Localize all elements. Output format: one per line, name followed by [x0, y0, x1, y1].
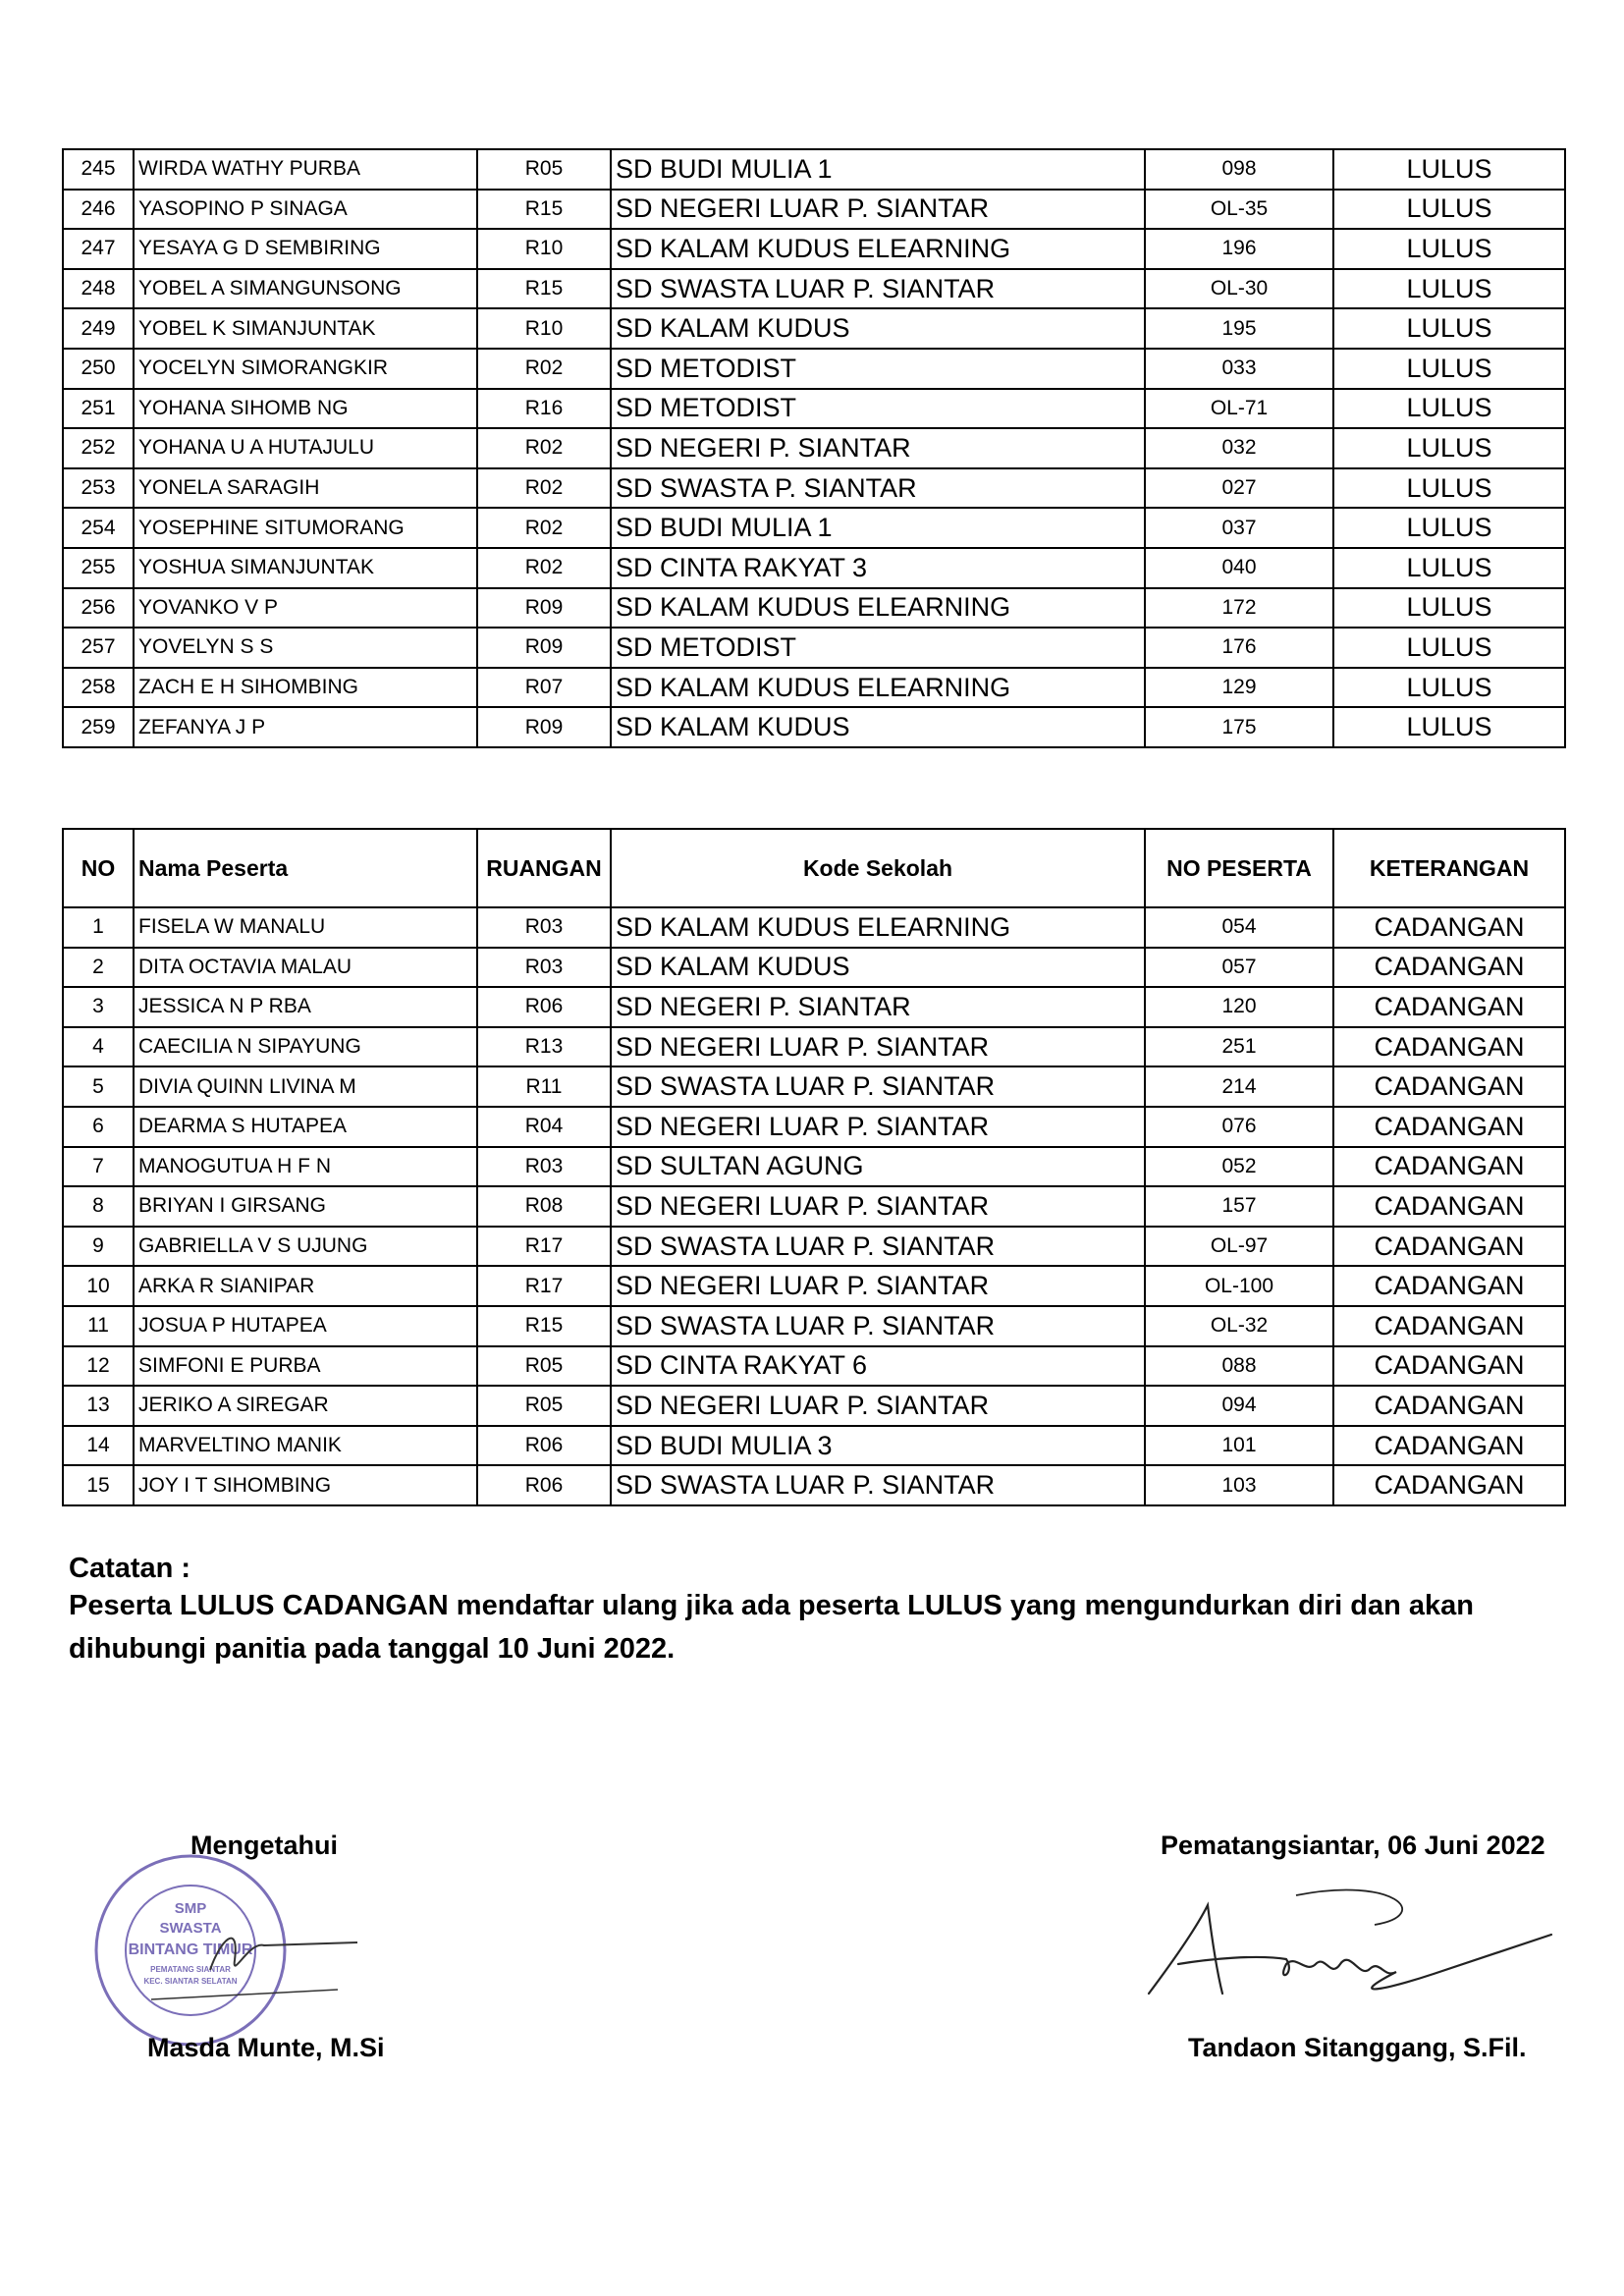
- cell-no: 4: [63, 1027, 134, 1067]
- cell-keterangan: LULUS: [1333, 428, 1565, 468]
- cell-room: R04: [477, 1107, 611, 1147]
- cell-room: R06: [477, 1465, 611, 1505]
- cell-no: 5: [63, 1066, 134, 1107]
- cell-name: WIRDA WATHY PURBA: [134, 149, 477, 190]
- header-room: RUANGAN: [477, 829, 611, 907]
- cell-keterangan: LULUS: [1333, 308, 1565, 349]
- table-row: [63, 1266, 1565, 1306]
- cell-name: YONELA SARAGIH: [134, 468, 477, 509]
- cell-no-peserta: 172: [1145, 588, 1333, 629]
- cell-no-peserta: 157: [1145, 1186, 1333, 1227]
- cell-name: MARVELTINO MANIK: [134, 1426, 477, 1466]
- cell-school: SD SWASTA LUAR P. SIANTAR: [611, 1465, 1145, 1505]
- cell-name: YOHANA U A HUTAJULU: [134, 428, 477, 468]
- table-row: [63, 308, 1565, 349]
- header-keterangan: KETERANGAN: [1333, 829, 1565, 907]
- signature-left-name: Masda Munte, M.Si: [147, 2033, 385, 2062]
- cell-school: SD NEGERI LUAR P. SIANTAR: [611, 1027, 1145, 1067]
- table-row: [63, 1465, 1565, 1505]
- cell-school: SD METODIST: [611, 389, 1145, 429]
- table-row: [63, 1346, 1565, 1387]
- cell-keterangan: LULUS: [1333, 628, 1565, 668]
- cell-school: SD NEGERI LUAR P. SIANTAR: [611, 1266, 1145, 1306]
- signature-right-name: Tandaon Sitanggang, S.Fil.: [1188, 2033, 1527, 2062]
- cell-keterangan: CADANGAN: [1333, 1227, 1565, 1267]
- cell-name: BRIYAN I GIRSANG: [134, 1186, 477, 1227]
- cell-keterangan: LULUS: [1333, 588, 1565, 629]
- table-row: [63, 1147, 1565, 1187]
- cell-no-peserta: 088: [1145, 1346, 1333, 1387]
- cell-school: SD KALAM KUDUS: [611, 707, 1145, 747]
- cell-room: R16: [477, 389, 611, 429]
- cell-name: YOSHUA SIMANJUNTAK: [134, 548, 477, 588]
- table-row: [63, 1426, 1565, 1466]
- cell-name: GABRIELLA V S UJUNG: [134, 1227, 477, 1267]
- cell-school: SD NEGERI P. SIANTAR: [611, 987, 1145, 1027]
- cell-room: R17: [477, 1227, 611, 1267]
- cell-school: SD NEGERI P. SIANTAR: [611, 428, 1145, 468]
- stamp-line-5: KEC. SIANTAR SELATAN: [143, 1977, 238, 1986]
- cell-no-peserta: 076: [1145, 1107, 1333, 1147]
- cell-room: R15: [477, 190, 611, 230]
- table-row: [63, 1027, 1565, 1067]
- cell-keterangan: CADANGAN: [1333, 948, 1565, 988]
- cell-no: 249: [63, 308, 134, 349]
- table-row: [63, 1386, 1565, 1426]
- cadangan-table: [62, 828, 1566, 1506]
- cell-name: JOY I T SIHOMBING: [134, 1465, 477, 1505]
- cell-room: R15: [477, 269, 611, 309]
- cell-keterangan: LULUS: [1333, 668, 1565, 708]
- lulus-table-body: [63, 149, 1565, 747]
- cell-school: SD SWASTA LUAR P. SIANTAR: [611, 1306, 1145, 1346]
- cell-room: R13: [477, 1027, 611, 1067]
- cell-no: 12: [63, 1346, 134, 1387]
- cell-name: ARKA R SIANIPAR: [134, 1266, 477, 1306]
- cell-no-peserta: OL-97: [1145, 1227, 1333, 1267]
- cell-keterangan: LULUS: [1333, 349, 1565, 389]
- table-row: [63, 508, 1565, 548]
- cell-name: JESSICA N P RBA: [134, 987, 477, 1027]
- cell-no: 255: [63, 548, 134, 588]
- cell-name: ZACH E H SIHOMBING: [134, 668, 477, 708]
- cell-name: SIMFONI E PURBA: [134, 1346, 477, 1387]
- cell-name: DEARMA S HUTAPEA: [134, 1107, 477, 1147]
- cell-keterangan: LULUS: [1333, 269, 1565, 309]
- table-row: [63, 1306, 1565, 1346]
- cell-no-peserta: 094: [1145, 1386, 1333, 1426]
- cell-school: SD BUDI MULIA 1: [611, 149, 1145, 190]
- cell-no: 251: [63, 389, 134, 429]
- cell-school: SD METODIST: [611, 628, 1145, 668]
- cell-no-peserta: 033: [1145, 349, 1333, 389]
- signature-left-title: Mengetahui: [190, 1831, 339, 1860]
- stamp-line-4: PEMATANG SIANTAR: [150, 1965, 231, 1974]
- cell-no: 10: [63, 1266, 134, 1306]
- cell-school: SD KALAM KUDUS: [611, 308, 1145, 349]
- cell-no: 13: [63, 1386, 134, 1426]
- table-row: [63, 389, 1565, 429]
- cadangan-table-header: [63, 829, 1565, 907]
- cell-room: R05: [477, 149, 611, 190]
- cell-no-peserta: 251: [1145, 1027, 1333, 1067]
- cell-no-peserta: OL-32: [1145, 1306, 1333, 1346]
- cell-school: SD KALAM KUDUS: [611, 948, 1145, 988]
- table-row: [63, 428, 1565, 468]
- table-row: [63, 668, 1565, 708]
- cell-room: R08: [477, 1186, 611, 1227]
- table-row: [63, 548, 1565, 588]
- cell-room: R06: [477, 987, 611, 1027]
- cell-name: MANOGUTUA H F N: [134, 1147, 477, 1187]
- cell-school: SD NEGERI LUAR P. SIANTAR: [611, 1386, 1145, 1426]
- cell-name: JOSUA P HUTAPEA: [134, 1306, 477, 1346]
- cell-no: 256: [63, 588, 134, 629]
- cell-no-peserta: 196: [1145, 229, 1333, 269]
- cell-name: YOVELYN S S: [134, 628, 477, 668]
- cell-name: JERIKO A SIREGAR: [134, 1386, 477, 1426]
- cell-no: 14: [63, 1426, 134, 1466]
- header-school: Kode Sekolah: [611, 829, 1145, 907]
- cell-room: R11: [477, 1066, 611, 1107]
- cell-name: YESAYA G D SEMBIRING: [134, 229, 477, 269]
- cell-room: R09: [477, 588, 611, 629]
- cell-school: SD SWASTA LUAR P. SIANTAR: [611, 1066, 1145, 1107]
- cell-room: R15: [477, 1306, 611, 1346]
- cell-name: YOCELYN SIMORANGKIR: [134, 349, 477, 389]
- cell-school: SD KALAM KUDUS ELEARNING: [611, 229, 1145, 269]
- cell-no-peserta: OL-35: [1145, 190, 1333, 230]
- cell-no-peserta: 057: [1145, 948, 1333, 988]
- cell-no: 8: [63, 1186, 134, 1227]
- cell-no: 7: [63, 1147, 134, 1187]
- table-row: [63, 628, 1565, 668]
- stamp-line-2: SWASTA: [159, 1920, 222, 1937]
- table-row: [63, 907, 1565, 948]
- cell-name: FISELA W MANALU: [134, 907, 477, 948]
- cell-school: SD KALAM KUDUS ELEARNING: [611, 668, 1145, 708]
- cell-name: YOBEL A SIMANGUNSONG: [134, 269, 477, 309]
- cell-room: R06: [477, 1426, 611, 1466]
- cell-keterangan: LULUS: [1333, 389, 1565, 429]
- note-line-1: Peserta LULUS CADANGAN mendaftar ulang jika ada peserta LULUS yang mengundurkan diri dan akan: [69, 1590, 1474, 1621]
- cell-keterangan: LULUS: [1333, 707, 1565, 747]
- cell-name: DITA OCTAVIA MALAU: [134, 948, 477, 988]
- cell-room: R02: [477, 428, 611, 468]
- cell-no: 254: [63, 508, 134, 548]
- header-no-peserta: NO PESERTA: [1145, 829, 1333, 907]
- cell-no: 258: [63, 668, 134, 708]
- cell-no: 259: [63, 707, 134, 747]
- cell-school: SD CINTA RAKYAT 3: [611, 548, 1145, 588]
- cell-keterangan: LULUS: [1333, 149, 1565, 190]
- table-row: [63, 707, 1565, 747]
- cell-no: 247: [63, 229, 134, 269]
- note-line-2: dihubungi panitia pada tanggal 10 Juni 2022.: [69, 1633, 676, 1665]
- table-row: [63, 948, 1565, 988]
- cell-no-peserta: 120: [1145, 987, 1333, 1027]
- cell-school: SD METODIST: [611, 349, 1145, 389]
- cell-room: R05: [477, 1346, 611, 1387]
- cell-school: SD SWASTA LUAR P. SIANTAR: [611, 269, 1145, 309]
- cell-school: SD NEGERI LUAR P. SIANTAR: [611, 190, 1145, 230]
- cell-no-peserta: 032: [1145, 428, 1333, 468]
- cell-school: SD KALAM KUDUS ELEARNING: [611, 588, 1145, 629]
- cell-school: SD NEGERI LUAR P. SIANTAR: [611, 1107, 1145, 1147]
- cell-no: 6: [63, 1107, 134, 1147]
- table-row: [63, 1227, 1565, 1267]
- cell-name: ZEFANYA J P: [134, 707, 477, 747]
- cell-room: R02: [477, 349, 611, 389]
- table-row: [63, 1107, 1565, 1147]
- cell-name: YOHANA SIHOMB NG: [134, 389, 477, 429]
- header-no: NO: [63, 829, 134, 907]
- cell-no: 1: [63, 907, 134, 948]
- cell-keterangan: CADANGAN: [1333, 1266, 1565, 1306]
- table-row: [63, 987, 1565, 1027]
- cell-room: R02: [477, 548, 611, 588]
- cell-keterangan: CADANGAN: [1333, 1306, 1565, 1346]
- cell-school: SD BUDI MULIA 3: [611, 1426, 1145, 1466]
- header-name: Nama Peserta: [134, 829, 477, 907]
- cell-name: YOVANKO V P: [134, 588, 477, 629]
- cell-keterangan: CADANGAN: [1333, 1386, 1565, 1426]
- table-row: [63, 588, 1565, 629]
- cell-school: SD BUDI MULIA 1: [611, 508, 1145, 548]
- cadangan-table-body: [63, 907, 1565, 1505]
- cell-room: R02: [477, 508, 611, 548]
- cell-no-peserta: 129: [1145, 668, 1333, 708]
- cell-school: SD KALAM KUDUS ELEARNING: [611, 907, 1145, 948]
- cell-room: R09: [477, 628, 611, 668]
- cell-no-peserta: 052: [1145, 1147, 1333, 1187]
- cell-room: R02: [477, 468, 611, 509]
- cell-room: R17: [477, 1266, 611, 1306]
- cell-room: R10: [477, 308, 611, 349]
- table-row: [63, 269, 1565, 309]
- cell-keterangan: CADANGAN: [1333, 1346, 1565, 1387]
- cell-no-peserta: 054: [1145, 907, 1333, 948]
- cell-room: R03: [477, 948, 611, 988]
- table-row: [63, 229, 1565, 269]
- cell-room: R10: [477, 229, 611, 269]
- cell-no-peserta: 214: [1145, 1066, 1333, 1107]
- cell-keterangan: LULUS: [1333, 508, 1565, 548]
- stamp-line-1: SMP: [174, 1900, 207, 1917]
- table-row: [63, 468, 1565, 509]
- cell-no: 11: [63, 1306, 134, 1346]
- cell-name: YOSEPHINE SITUMORANG: [134, 508, 477, 548]
- cell-keterangan: CADANGAN: [1333, 1465, 1565, 1505]
- cell-keterangan: CADANGAN: [1333, 1107, 1565, 1147]
- cell-keterangan: LULUS: [1333, 229, 1565, 269]
- cell-school: SD SULTAN AGUNG: [611, 1147, 1145, 1187]
- cell-keterangan: CADANGAN: [1333, 1426, 1565, 1466]
- cell-no: 252: [63, 428, 134, 468]
- cell-no-peserta: OL-100: [1145, 1266, 1333, 1306]
- cell-room: R07: [477, 668, 611, 708]
- cell-no: 246: [63, 190, 134, 230]
- cell-no-peserta: 037: [1145, 508, 1333, 548]
- note-title: Catatan :: [69, 1553, 191, 1584]
- cell-keterangan: CADANGAN: [1333, 1066, 1565, 1107]
- cell-no: 250: [63, 349, 134, 389]
- table-row: [63, 1186, 1565, 1227]
- cell-no-peserta: 195: [1145, 308, 1333, 349]
- cell-no-peserta: 175: [1145, 707, 1333, 747]
- cell-room: R03: [477, 1147, 611, 1187]
- school-stamp: [92, 1852, 367, 2049]
- cell-no: 2: [63, 948, 134, 988]
- cell-keterangan: LULUS: [1333, 468, 1565, 509]
- cell-school: SD SWASTA LUAR P. SIANTAR: [611, 1227, 1145, 1267]
- cell-no-peserta: OL-71: [1145, 389, 1333, 429]
- cell-no-peserta: 176: [1145, 628, 1333, 668]
- cell-school: SD SWASTA P. SIANTAR: [611, 468, 1145, 509]
- cell-room: R09: [477, 707, 611, 747]
- cell-room: R03: [477, 907, 611, 948]
- cell-name: DIVIA QUINN LIVINA M: [134, 1066, 477, 1107]
- stamp-line-3: BINTANG TIMUR: [128, 1941, 253, 1958]
- signature-right: [1139, 1866, 1561, 2033]
- cell-keterangan: CADANGAN: [1333, 1027, 1565, 1067]
- cell-room: R05: [477, 1386, 611, 1426]
- table-row: [63, 190, 1565, 230]
- cell-keterangan: CADANGAN: [1333, 987, 1565, 1027]
- cell-no-peserta: OL-30: [1145, 269, 1333, 309]
- cell-no: 257: [63, 628, 134, 668]
- cell-name: YOBEL K SIMANJUNTAK: [134, 308, 477, 349]
- cell-no: 15: [63, 1465, 134, 1505]
- cell-name: CAECILIA N SIPAYUNG: [134, 1027, 477, 1067]
- cell-no-peserta: 027: [1145, 468, 1333, 509]
- table-row: [63, 349, 1565, 389]
- cell-keterangan: CADANGAN: [1333, 1186, 1565, 1227]
- table-row: [63, 1066, 1565, 1107]
- cell-keterangan: CADANGAN: [1333, 907, 1565, 948]
- cell-no-peserta: 098: [1145, 149, 1333, 190]
- cell-no-peserta: 101: [1145, 1426, 1333, 1466]
- cell-keterangan: LULUS: [1333, 190, 1565, 230]
- table-row: [63, 149, 1565, 190]
- cell-no-peserta: 040: [1145, 548, 1333, 588]
- cell-no: 245: [63, 149, 134, 190]
- lulus-table: [62, 148, 1566, 748]
- cell-no-peserta: 103: [1145, 1465, 1333, 1505]
- cell-school: SD CINTA RAKYAT 6: [611, 1346, 1145, 1387]
- cell-keterangan: CADANGAN: [1333, 1147, 1565, 1187]
- cell-name: YASOPINO P SINAGA: [134, 190, 477, 230]
- cell-keterangan: LULUS: [1333, 548, 1565, 588]
- cell-no: 253: [63, 468, 134, 509]
- signature-right-place-date: Pematangsiantar, 06 Juni 2022: [1161, 1831, 1545, 1860]
- cell-school: SD NEGERI LUAR P. SIANTAR: [611, 1186, 1145, 1227]
- cell-no: 248: [63, 269, 134, 309]
- cell-no: 3: [63, 987, 134, 1027]
- cell-no: 9: [63, 1227, 134, 1267]
